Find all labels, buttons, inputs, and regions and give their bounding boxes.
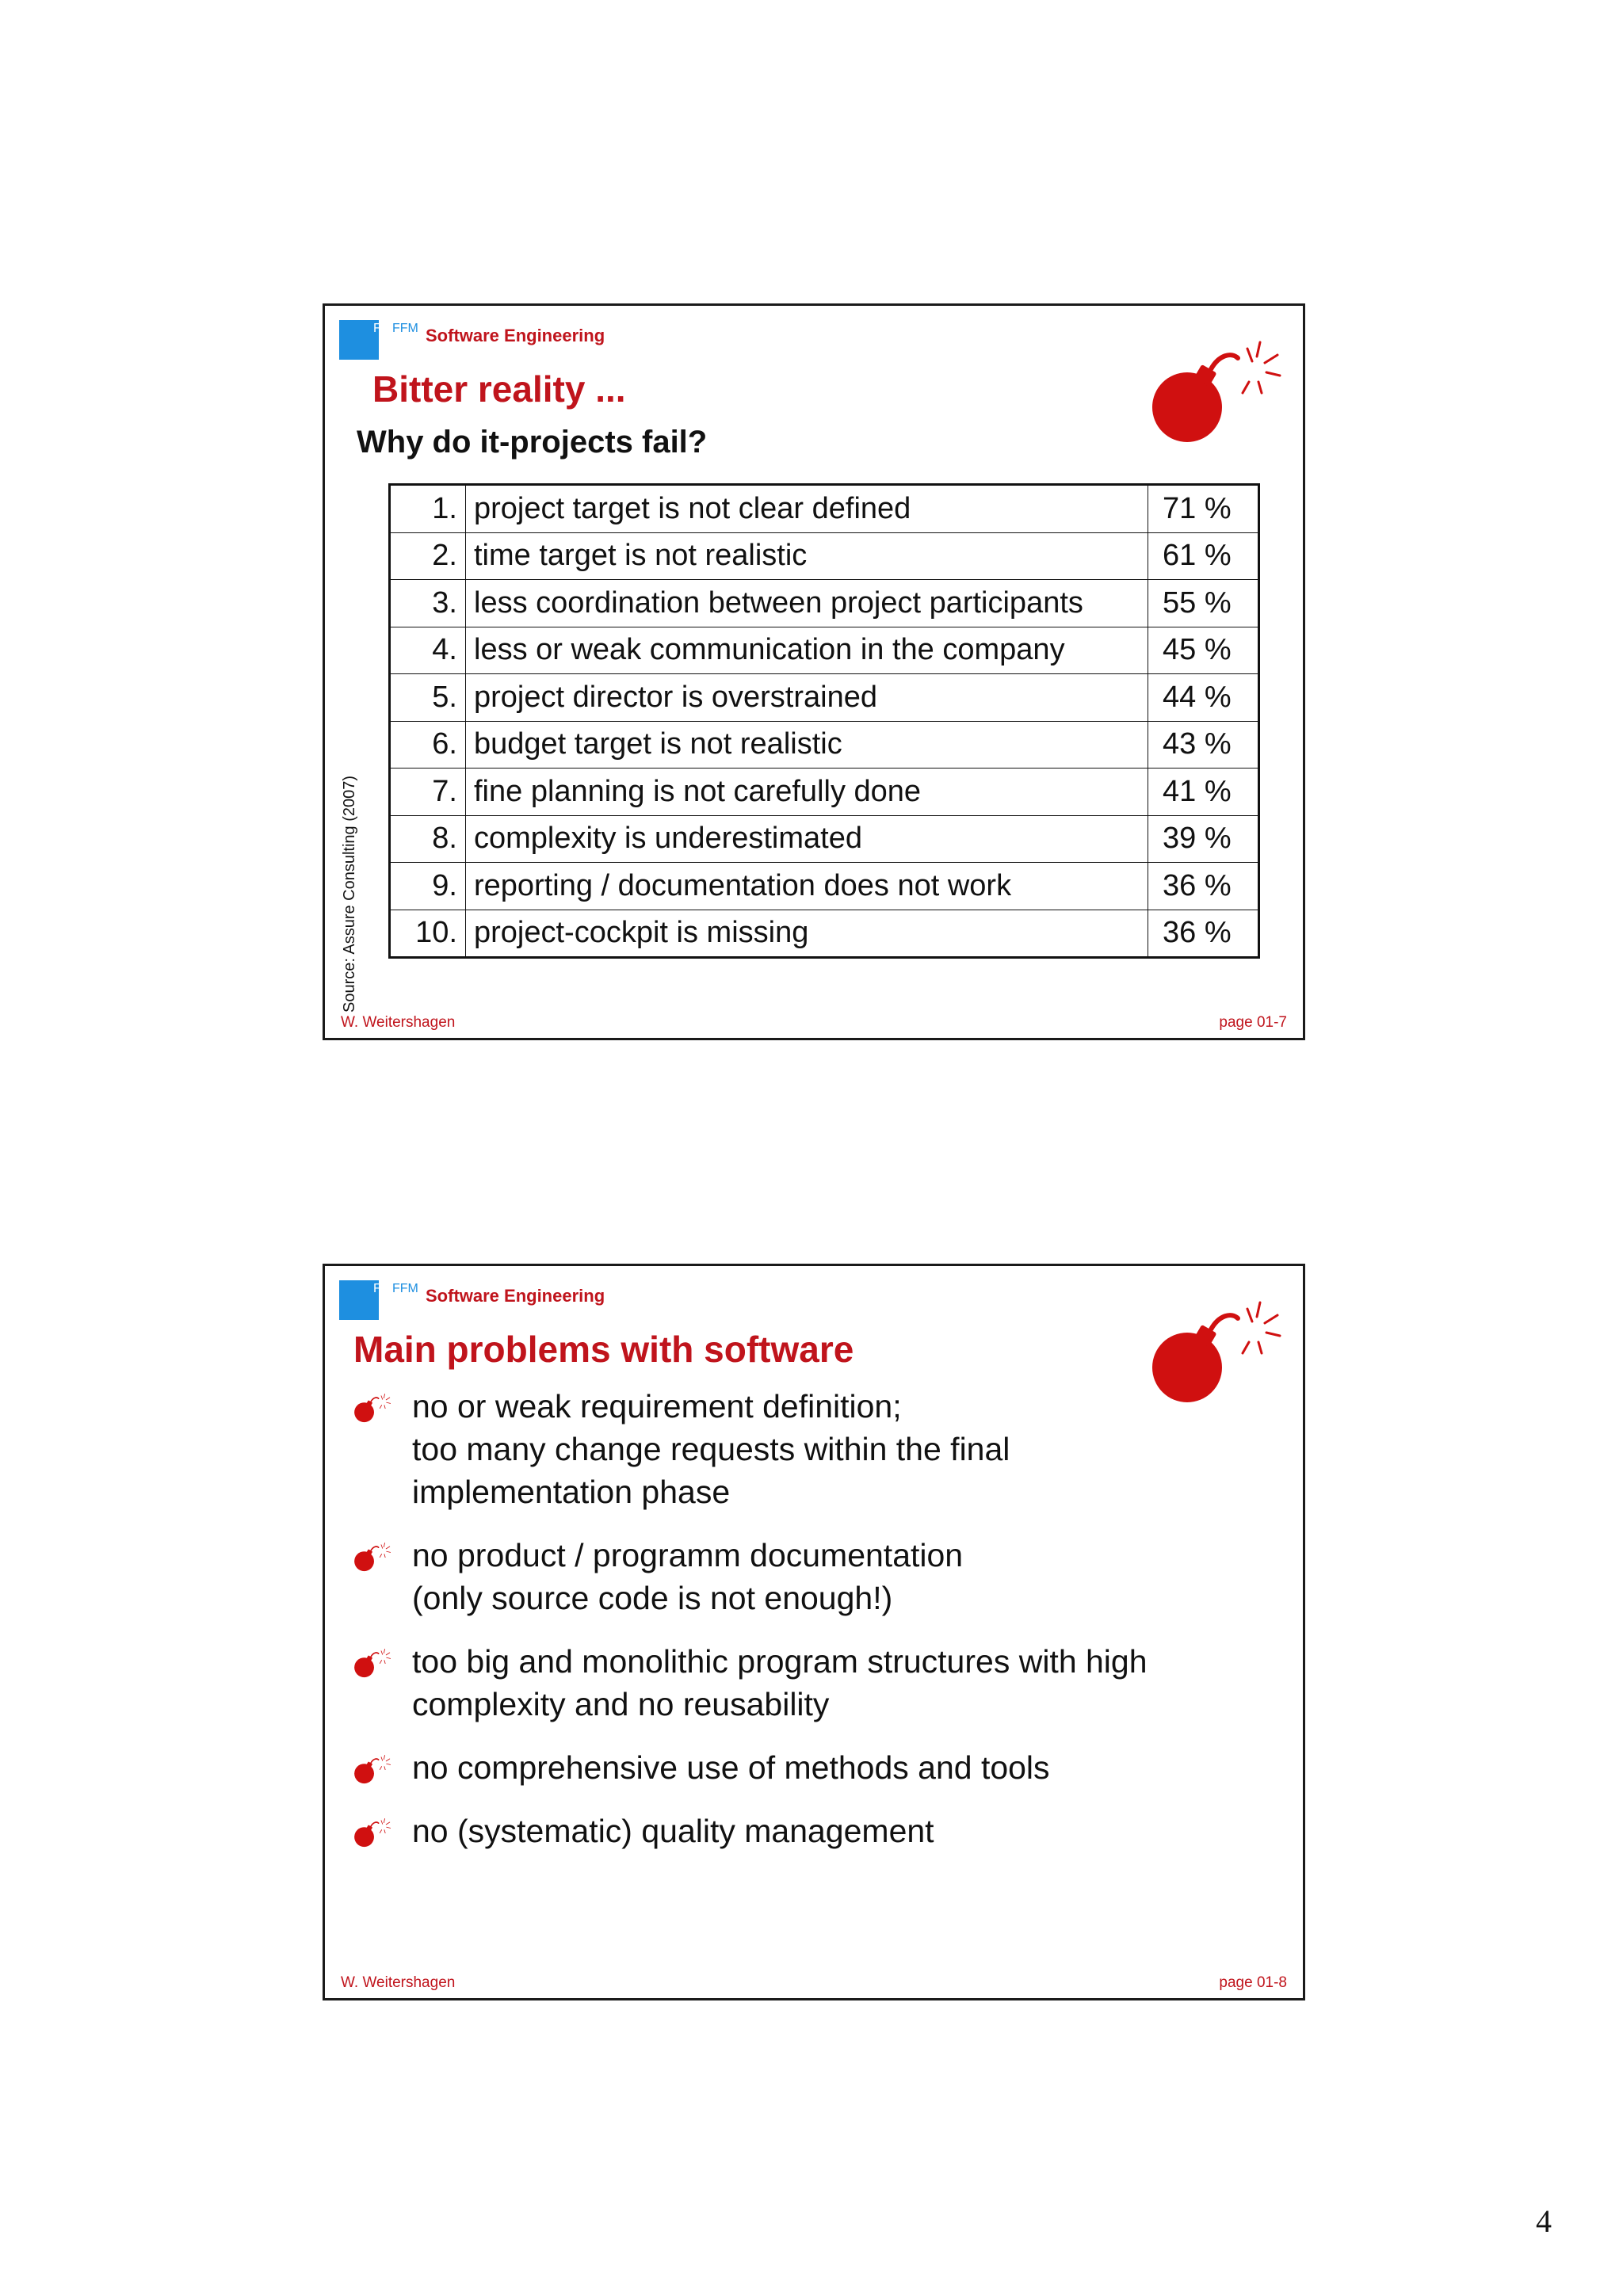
list-item-line: no product / programm documentation — [412, 1537, 964, 1573]
logo-fh-text: FH — [373, 322, 391, 335]
reason-cell: complexity is underestimated — [466, 815, 1148, 863]
list-item — [353, 1534, 1289, 1619]
course-name: Software Engineering — [426, 1286, 605, 1306]
bomb-bullet-icon — [353, 1648, 391, 1680]
list-item-line: no or weak requirement definition; — [412, 1388, 902, 1425]
list-item-line: no (systematic) quality management — [412, 1813, 934, 1849]
rank-cell: 6. — [390, 721, 466, 769]
rank-cell: 8. — [390, 815, 466, 863]
table-row — [390, 532, 1259, 580]
slide-subtitle: Why do it-projects fail? — [357, 425, 708, 460]
reason-cell: less coordination between project participants — [466, 580, 1148, 627]
footer-page: page 01-7 — [1219, 1014, 1287, 1031]
bomb-bullet-icon — [353, 1393, 391, 1425]
rank-cell: 7. — [390, 769, 466, 816]
table-row — [390, 769, 1259, 816]
percentage-cell: 36 % — [1148, 863, 1259, 910]
reason-cell: less or weak communication in the company — [466, 627, 1148, 674]
rank-cell: 9. — [390, 863, 466, 910]
rank-cell: 1. — [390, 485, 466, 533]
percentage-cell: 44 % — [1148, 674, 1259, 722]
fh-ffm-logo — [339, 320, 418, 360]
source-note: Source: Assure Consulting (2007) — [341, 775, 358, 1013]
rank-cell: 4. — [390, 627, 466, 674]
list-item-line: (only source code is not enough!) — [412, 1580, 893, 1616]
list-item-line: complexity and no reusability — [412, 1686, 830, 1722]
list-item — [353, 1810, 1289, 1852]
reason-cell: reporting / documentation does not work — [466, 863, 1148, 910]
reason-cell: fine planning is not carefully done — [466, 769, 1148, 816]
footer-page: page 01-8 — [1219, 1974, 1287, 1991]
percentage-cell: 36 % — [1148, 910, 1259, 958]
list-item-line: implementation phase — [412, 1474, 731, 1510]
failure-reasons-table — [388, 483, 1260, 959]
rank-cell: 3. — [390, 580, 466, 627]
course-name: Software Engineering — [426, 326, 605, 345]
list-item-line: too big and monolithic program structures with high — [412, 1643, 1148, 1680]
table-row — [390, 863, 1259, 910]
list-item — [353, 1640, 1289, 1726]
logo-fh-text: FH — [373, 1282, 391, 1295]
slide-title: Main problems with software — [353, 1329, 854, 1370]
table-row — [390, 721, 1259, 769]
rank-cell: 5. — [390, 674, 466, 722]
footer-author: W. Weitershagen — [341, 1014, 456, 1031]
slide-title: Bitter reality ... — [372, 368, 626, 410]
percentage-cell: 41 % — [1148, 769, 1259, 816]
percentage-cell: 71 % — [1148, 485, 1259, 533]
slide-bitter-reality — [323, 303, 1305, 1040]
table-row — [390, 910, 1259, 958]
reason-cell: project target is not clear defined — [466, 485, 1148, 533]
rank-cell: 2. — [390, 532, 466, 580]
percentage-cell: 39 % — [1148, 815, 1259, 863]
reason-cell: budget target is not realistic — [466, 721, 1148, 769]
page-number: 4 — [1536, 2203, 1552, 2239]
logo-ffm-text: FFM — [392, 1282, 418, 1295]
bomb-bullet-icon — [353, 1542, 391, 1573]
footer-author: W. Weitershagen — [341, 1974, 456, 1991]
table-row — [390, 674, 1259, 722]
percentage-cell: 43 % — [1148, 721, 1259, 769]
list-item — [353, 1385, 1289, 1513]
percentage-cell: 55 % — [1148, 580, 1259, 627]
table-row — [390, 627, 1259, 674]
list-item — [353, 1746, 1289, 1789]
bomb-bullet-icon — [353, 1817, 391, 1849]
slide-main-problems — [323, 1264, 1305, 2000]
table-row — [390, 815, 1259, 863]
bomb-icon — [1149, 341, 1284, 448]
bomb-bullet-icon — [353, 1754, 391, 1786]
table-row — [390, 580, 1259, 627]
list-item-line: too many change requests within the final — [412, 1431, 1010, 1467]
list-item-line: no comprehensive use of methods and tools — [412, 1749, 1050, 1786]
reason-cell: project director is overstrained — [466, 674, 1148, 722]
rank-cell: 10. — [390, 910, 466, 958]
problem-list — [353, 1385, 1289, 1873]
reason-cell: project-cockpit is missing — [466, 910, 1148, 958]
logo-ffm-text: FFM — [392, 322, 418, 335]
reason-cell: time target is not realistic — [466, 532, 1148, 580]
table-row — [390, 485, 1259, 533]
percentage-cell: 61 % — [1148, 532, 1259, 580]
fh-ffm-logo — [339, 1280, 418, 1320]
percentage-cell: 45 % — [1148, 627, 1259, 674]
